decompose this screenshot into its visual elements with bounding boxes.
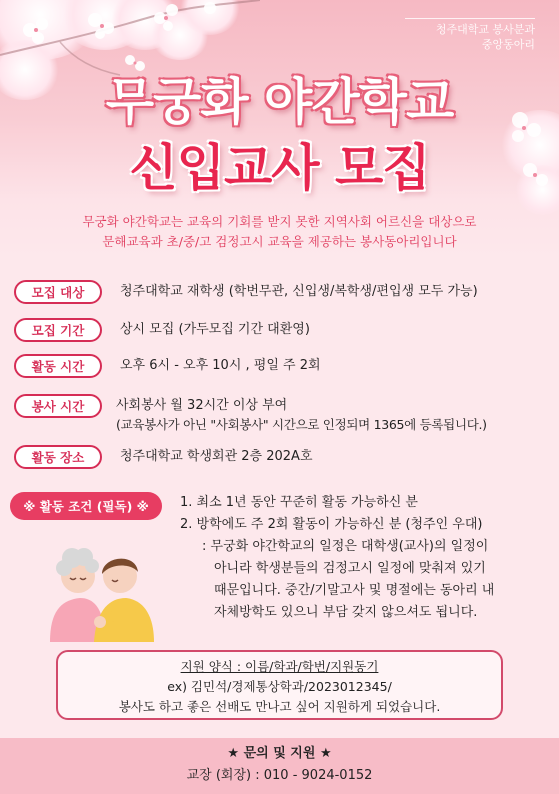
main-title: 무궁화 야간학교	[105, 73, 454, 131]
info-value-line: 상시 모집 (가두모집 기간 대환영)	[120, 322, 310, 337]
contact-phone: 교장 (회장) : 010 - 9024-0152	[186, 768, 373, 783]
apply-form-box	[56, 650, 503, 720]
info-value-line: 청주대학교 학생회관 2층 202A호	[120, 449, 313, 464]
info-label-period: 모집 기간	[14, 318, 102, 342]
condition-note: 때문입니다. 중간/기말고사 및 명절에는 동아리 내	[214, 583, 495, 598]
info-label-hours: 활동 시간	[14, 354, 102, 378]
club-affiliation	[405, 18, 535, 52]
condition-note: 아니라 학생분들의 검정고시 일정에 맞춰져 있기	[214, 561, 486, 576]
info-value-line: 청주대학교 재학생 (학번무관, 신입생/복학생/편입생 모두 가능)	[120, 284, 478, 299]
info-value-hours	[120, 354, 321, 375]
info-label-target: 모집 대상	[14, 280, 102, 304]
intro-line1: 무궁화 야간학교는 교육의 기회를 받지 못한 지역사회 어르신을 대상으로	[82, 214, 477, 229]
hugging-illustration-icon	[42, 530, 162, 642]
contact-footer	[0, 738, 559, 794]
apply-example: ex) 김민석/경제통상학과/2023012345/	[167, 679, 392, 694]
info-row-period	[14, 318, 310, 342]
intro-text	[20, 212, 539, 252]
sub-title: 신입교사 모집	[129, 139, 430, 197]
condition-note: 자체방학도 있으니 부담 갖지 않으셔도 됩니다.	[214, 605, 478, 620]
apply-example-motivation: 봉사도 하고 좋은 선배도 만나고 싶어 지원하게 되었습니다.	[118, 699, 441, 714]
info-value-volunteer	[116, 394, 487, 434]
condition-item: 2. 방학에도 주 2회 활동이 가능하신 분 (청주인 우대)	[180, 517, 483, 532]
info-value-location	[120, 445, 313, 466]
info-value-line: 오후 6시 - 오후 10시 , 평일 주 2회	[120, 358, 321, 373]
condition-item: 1. 최소 1년 동안 꾸준히 활동 가능하신 분	[180, 495, 418, 510]
conditions-list	[180, 492, 550, 624]
apply-format: 지원 양식 : 이름/학과/학번/지원동기	[180, 659, 379, 674]
info-row-hours	[14, 354, 321, 378]
info-row-volunteer	[14, 394, 487, 434]
intro-line2: 문해교육과 초/중/고 검정고시 교육을 제공하는 봉사동아리입니다	[102, 234, 457, 249]
club-line2: 중앙동아리	[481, 38, 535, 51]
info-label-location: 활동 장소	[14, 445, 102, 469]
condition-note: : 무궁화 야간학교의 일정은 대학생(교사)의 일정이	[202, 539, 489, 554]
info-value-period	[120, 318, 310, 339]
info-row-target	[14, 280, 478, 304]
info-value-target	[120, 280, 478, 301]
conditions-label: ※ 활동 조건 (필독) ※	[10, 492, 162, 520]
info-value-line: (교육봉사가 아닌 "사회봉사" 시간으로 인정되며 1365에 등록됩니다.)	[116, 417, 487, 432]
info-value-line: 사회봉사 월 32시간 이상 부여	[116, 398, 288, 413]
info-label-volunteer: 봉사 시간	[14, 394, 102, 418]
club-line1: 청주대학교 봉사분과	[435, 23, 535, 36]
contact-title: ★ 문의 및 지원 ★	[227, 746, 332, 761]
info-row-location	[14, 445, 313, 469]
